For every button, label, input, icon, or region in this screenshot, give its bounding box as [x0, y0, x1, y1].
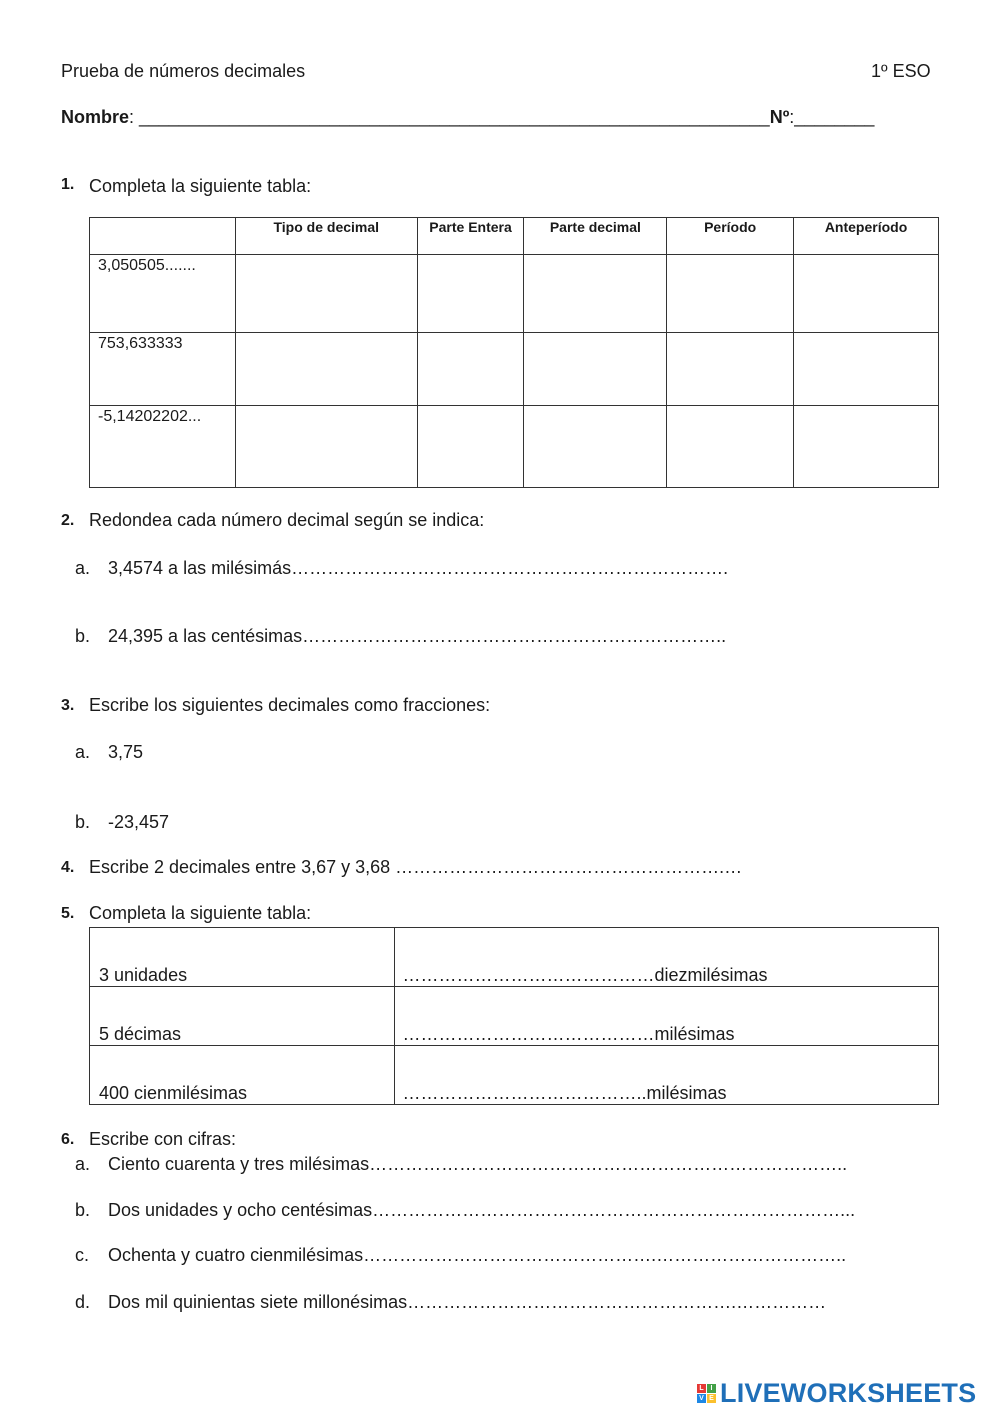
q6b-letter: b. — [75, 1200, 91, 1220]
q2b-answer-line[interactable]: 24,395 a las centésimas…………………………………………………………….. — [108, 626, 727, 646]
answer-cell[interactable] — [794, 406, 939, 488]
answer-cell[interactable] — [417, 255, 524, 333]
q6d-answer-line[interactable]: Dos mil quinientas siete millonésimas……………………………………………….…………… — [108, 1292, 827, 1312]
answer-cell[interactable] — [667, 406, 794, 488]
table-header-cell: Anteperíodo — [794, 218, 939, 255]
table-header-cell: Período — [667, 218, 794, 255]
table-header-row — [90, 218, 939, 255]
logo-text: LIVEWORKSHEETS — [720, 1377, 977, 1408]
q4-answer-line[interactable]: Escribe 2 decimales entre 3,67 y 3,68 ……………………………………………….… — [89, 857, 743, 877]
q3a-value: 3,75 — [108, 742, 144, 762]
liveworksheets-logo — [697, 1377, 976, 1409]
q2b-letter: b. — [75, 626, 91, 646]
table-row — [90, 928, 939, 987]
q6c-letter: c. — [75, 1245, 90, 1265]
conversion-answer[interactable]: ……………………………………diezmilésimas — [394, 928, 938, 987]
grade-label: 1º ESO — [871, 61, 931, 81]
answer-cell[interactable] — [417, 333, 524, 406]
answer-cell[interactable] — [794, 255, 939, 333]
row-label-cell: -5,14202202... — [90, 406, 236, 488]
name-field[interactable]: : _______________________________________________________________ — [129, 107, 770, 127]
q5-number: 5. — [61, 905, 75, 922]
q3b-value: -23,457 — [108, 812, 170, 832]
answer-cell[interactable] — [417, 406, 524, 488]
row-label-cell: 3,050505....... — [90, 255, 236, 333]
conversion-answer[interactable]: …………………………………..milésimas — [394, 1046, 938, 1105]
q2-number: 2. — [61, 512, 75, 529]
q2-text: Redondea cada número decimal según se indica: — [89, 510, 485, 530]
q2a-letter: a. — [75, 558, 91, 578]
q1-number: 1. — [61, 176, 75, 193]
answer-cell[interactable] — [524, 406, 667, 488]
q6a-answer-line[interactable]: Ciento cuarenta y tres milésimas…………………………………………………………………….. — [108, 1154, 848, 1174]
q3-text: Escribe los siguientes decimales como fracciones: — [89, 695, 491, 715]
number-label: Nº — [769, 107, 790, 127]
table-header-cell: Parte Entera — [417, 218, 524, 255]
number-field[interactable]: :________ — [789, 107, 875, 127]
decimal-classification-table — [89, 217, 939, 488]
answer-cell[interactable] — [794, 333, 939, 406]
q6b-answer-line[interactable]: Dos unidades y ocho centésimas……………………………………………………………………... — [108, 1200, 856, 1220]
answer-cell[interactable] — [235, 333, 417, 406]
conversion-given: 5 décimas — [90, 987, 395, 1046]
table-header-cell — [90, 218, 236, 255]
q6a-letter: a. — [75, 1154, 91, 1174]
answer-cell[interactable] — [235, 406, 417, 488]
q6-text: Escribe con cifras: — [89, 1129, 237, 1149]
table-row — [90, 987, 939, 1046]
q6d-letter: d. — [75, 1292, 91, 1312]
table-header-cell: Tipo de decimal — [235, 218, 417, 255]
q3b-letter: b. — [75, 812, 91, 832]
unit-conversion-table — [89, 927, 939, 1105]
answer-cell[interactable] — [667, 255, 794, 333]
logo-mark-icon: L I V E — [697, 1384, 716, 1403]
q3-number: 3. — [61, 697, 75, 714]
q3a-letter: a. — [75, 742, 91, 762]
q6-number: 6. — [61, 1131, 75, 1148]
q1-text: Completa la siguiente tabla: — [89, 176, 312, 196]
table-header-cell: Parte decimal — [524, 218, 667, 255]
name-label: Nombre — [61, 107, 130, 127]
conversion-answer[interactable]: ……………………………………milésimas — [394, 987, 938, 1046]
answer-cell[interactable] — [235, 255, 417, 333]
q5-text: Completa la siguiente tabla: — [89, 903, 312, 923]
q4-number: 4. — [61, 859, 75, 876]
conversion-given: 3 unidades — [90, 928, 395, 987]
table-row — [90, 1046, 939, 1105]
q6c-answer-line[interactable]: Ochenta y cuatro cienmilésimas………………………………………….………………………….. — [108, 1245, 847, 1265]
answer-cell[interactable] — [667, 333, 794, 406]
q2a-answer-line[interactable]: 3,4574 a las milésimás………………………………………………………………. — [108, 558, 729, 578]
table-row — [90, 255, 939, 333]
table-row — [90, 333, 939, 406]
answer-cell[interactable] — [524, 255, 667, 333]
row-label-cell: 753,633333 — [90, 333, 236, 406]
table-row — [90, 406, 939, 488]
name-row — [61, 106, 874, 128]
answer-cell[interactable] — [524, 333, 667, 406]
worksheet-title: Prueba de números decimales — [61, 61, 306, 81]
conversion-given: 400 cienmilésimas — [90, 1046, 395, 1105]
